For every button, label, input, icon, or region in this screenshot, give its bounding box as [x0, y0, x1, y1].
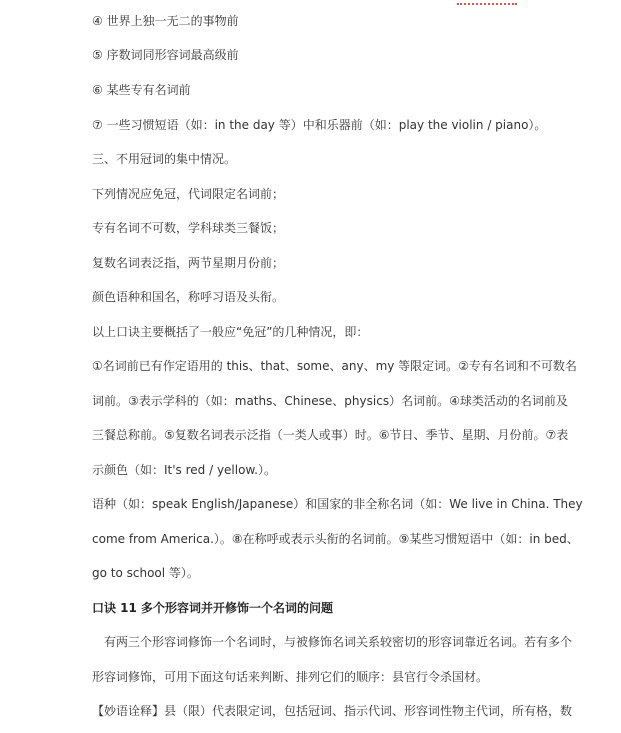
- explanation-line-2: 词前。③表示学科的（如：maths、Chinese、physics）名词前。④球类活动的名词前及: [92, 394, 568, 408]
- explanation-line-6: come from America.）。⑧在称呼或表示头衔的名词前。⑨某些习惯短语中（如：in bed、: [92, 532, 579, 546]
- list-item-5: ⑤ 序数词同形容词最高级前: [92, 48, 239, 62]
- adjective-order-line-2: 形容词修饰，可用下面这句话来判断、排列它们的顺序：县官行令杀国材。: [92, 670, 489, 684]
- section-heading-three: 三、不用冠词的集中情况。: [92, 152, 237, 166]
- list-item-6: ⑥ 某些专有名词前: [92, 83, 191, 97]
- rhyme-line-3: 复数名词表泛指，两节星期月份前；: [92, 256, 285, 270]
- list-item-4: ④ 世界上独一无二的事物前: [92, 14, 239, 28]
- explanation-line-3: 三餐总称前。⑤复数名词表示泛指（一类人或事）时。⑥节日、季节、星期、月份前。⑦表: [92, 428, 569, 442]
- rhyme-11-heading: 口诀 11 多个形容词并开修饰一个名词的问题: [92, 601, 334, 615]
- explanation-line-4: 示颜色（如：It's red / yellow.）。: [92, 463, 276, 477]
- top-decorative-mark: [457, 0, 517, 5]
- explanation-note: 【妙语诠释】县（限）代表限定词，包括冠词、指示代词、形容词性物主代词，所有格，数: [92, 704, 573, 718]
- adjective-order-line-1: 有两三个形容词修饰一个名词时，与被修饰名词关系较密切的形容词靠近名词。若有多个: [104, 635, 573, 649]
- rhyme-line-1: 下列情况应免冠，代词限定名词前；: [92, 187, 285, 201]
- list-item-7: ⑦ 一些习惯短语（如：in the day 等）中和乐器前（如：play the violin / piano）。: [92, 118, 547, 132]
- explanation-line-5: 语种（如：speak English/Japanese）和国家的非全称名词（如：We live in China. They: [92, 497, 583, 511]
- explanation-line-1: ①名词前已有作定语用的 this、that、some、any、my 等限定词。②专有名词和不可数名: [92, 359, 577, 373]
- explanation-line-7: go to school 等）。: [92, 566, 199, 580]
- summary-intro: 以上口诀主要概括了一般应“免冠”的几种情况，即：: [92, 325, 369, 339]
- rhyme-line-4: 颜色语种和国名，称呼习语及头衔。: [92, 290, 285, 304]
- rhyme-line-2: 专有名词不可数，学科球类三餐饭；: [92, 221, 285, 235]
